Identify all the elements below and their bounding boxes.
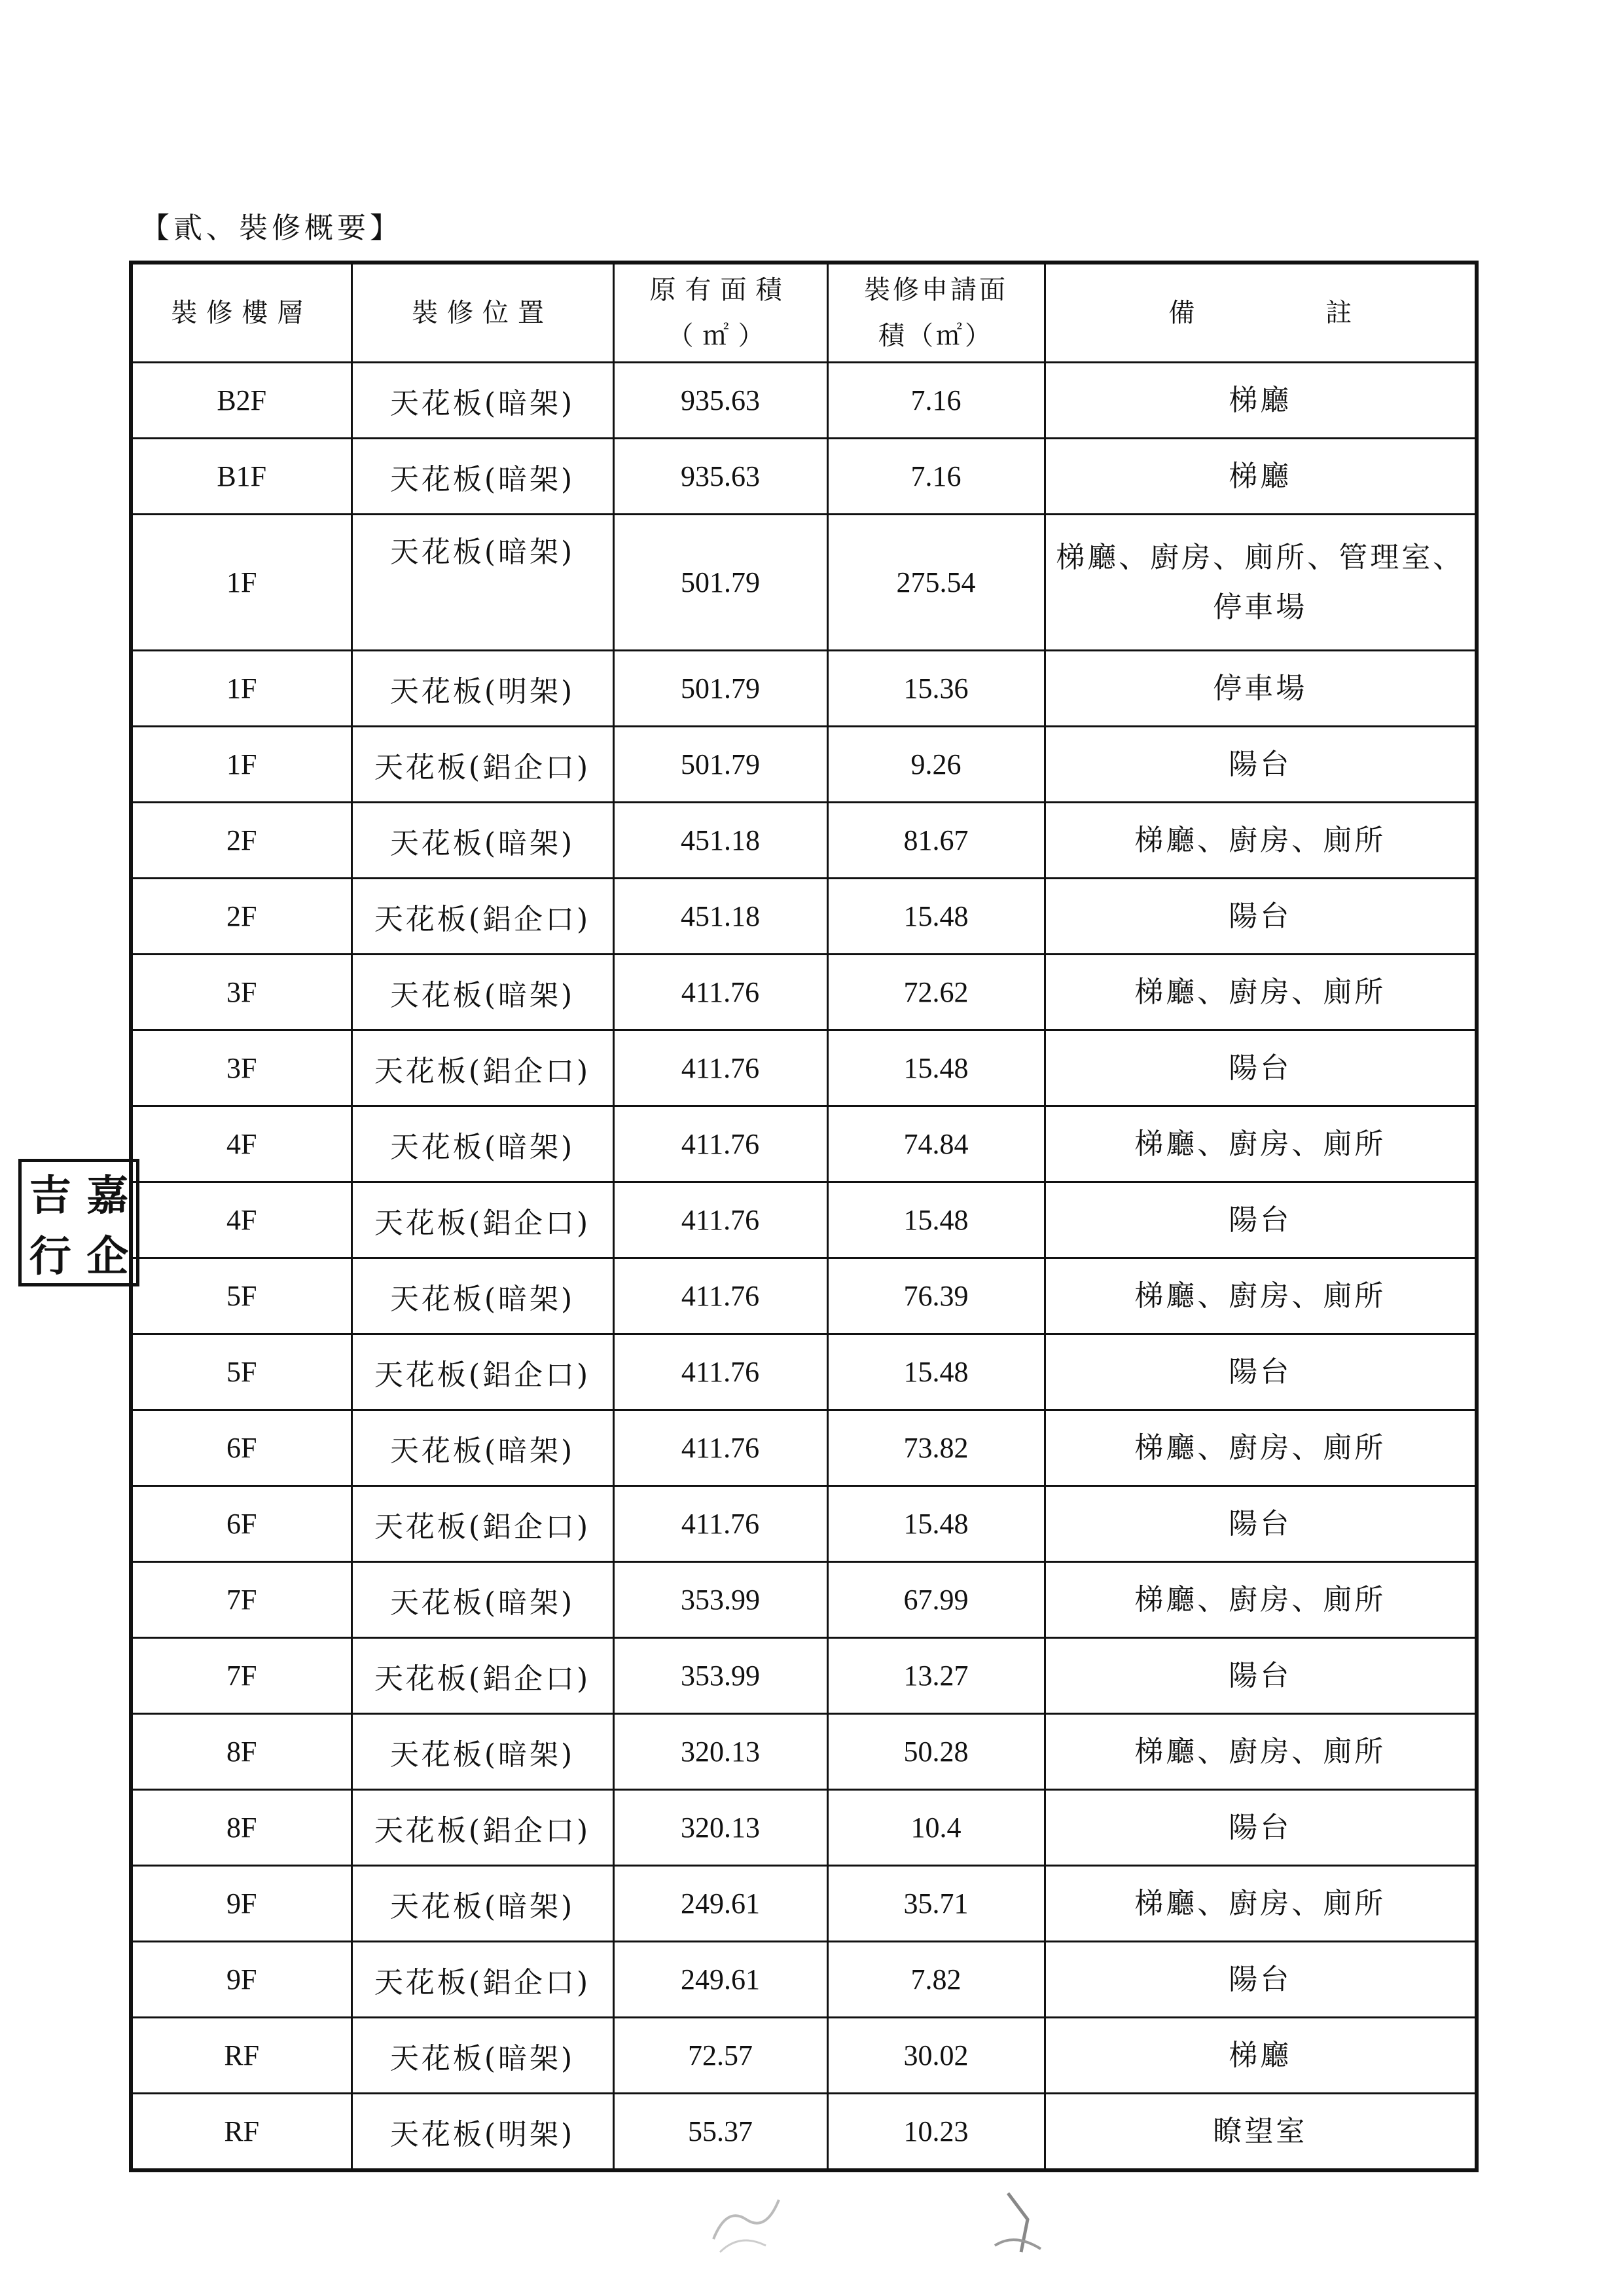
applied-area-cell: 15.48 [827,1182,1045,1258]
position-cell: 天花板(鋁企口) [351,1942,613,2018]
position-cell: 天花板(暗架) [351,439,613,515]
floor-cell: 3F [131,955,351,1030]
applied-area-cell: 35.71 [827,1866,1045,1942]
position-cell: 天花板(暗架) [351,1106,613,1182]
original-area-cell: 411.76 [613,1030,827,1106]
floor-cell: 1F [131,515,351,651]
original-area-cell: 320.13 [613,1790,827,1866]
original-area-cell: 411.76 [613,1258,827,1334]
original-area-cell: 935.63 [613,439,827,515]
remark-cell: 陽台 [1045,1334,1477,1410]
floor-cell: 2F [131,803,351,879]
original-area-cell: 411.76 [613,1410,827,1486]
remark-cell: 梯廳、廚房、廁所 [1045,1714,1477,1790]
header-applied-area [827,263,1045,363]
table-row [131,1714,1477,1790]
remark-cell: 瞭望室 [1045,2094,1477,2171]
applied-area-cell: 13.27 [827,1638,1045,1714]
original-area-cell: 249.61 [613,1866,827,1942]
applied-area-cell: 10.23 [827,2094,1045,2171]
table-row [131,1866,1477,1942]
remark-cell: 陽台 [1045,727,1477,803]
table-header-row [131,263,1477,363]
remark-cell: 梯廳、廚房、廁所 [1045,1562,1477,1638]
header-remark-b: 註 [1325,298,1352,328]
table-row [131,1182,1477,1258]
floor-cell: 4F [131,1182,351,1258]
position-cell: 天花板(暗架) [351,1258,613,1334]
original-area-cell: 249.61 [613,1942,827,2018]
remark-cell: 梯廳、廚房、廁所 [1045,955,1477,1030]
remark-cell: 梯廳、廚房、廁所 [1045,1106,1477,1182]
original-area-cell: 55.37 [613,2094,827,2171]
position-cell: 天花板(鋁企口) [351,1030,613,1106]
position-cell: 天花板(明架) [351,651,613,727]
position-cell: 天花板(明架) [351,2094,613,2171]
floor-cell: B1F [131,439,351,515]
remark-cell: 梯廳、廚房、廁所、管理室、停車場 [1045,515,1477,651]
remark-cell: 停車場 [1045,651,1477,727]
position-cell: 天花板(鋁企口) [351,1638,613,1714]
position-cell: 天花板(鋁企口) [351,879,613,955]
original-area-cell: 411.76 [613,1106,827,1182]
floor-cell: 4F [131,1106,351,1182]
seal-char: 吉 [29,1171,71,1221]
floor-cell: 8F [131,1790,351,1866]
applied-area-cell: 50.28 [827,1714,1045,1790]
floor-cell: RF [131,2018,351,2094]
scan-smudge-left [700,2180,799,2259]
remark-cell: 梯廳、廚房、廁所 [1045,803,1477,879]
remark-cell: 陽台 [1045,1486,1477,1562]
applied-area-cell: 10.4 [827,1790,1045,1866]
floor-cell: 1F [131,727,351,803]
position-cell: 天花板(鋁企口) [351,1790,613,1866]
header-remark [1045,263,1477,363]
header-floor: 裝修樓層 [131,263,351,363]
applied-area-cell: 81.67 [827,803,1045,879]
header-applied-area-line2: 積（㎡） [878,321,994,351]
floor-cell: 3F [131,1030,351,1106]
original-area-cell: 411.76 [613,1182,827,1258]
remark-cell: 梯廳 [1045,439,1477,515]
position-cell: 天花板(暗架) [351,2018,613,2094]
seal-char: 企 [86,1231,129,1281]
remark-cell: 梯廳、廚房、廁所 [1045,1258,1477,1334]
applied-area-cell: 275.54 [827,515,1045,651]
table-row [131,1410,1477,1486]
remark-cell: 陽台 [1045,1182,1477,1258]
original-area-cell: 935.63 [613,363,827,439]
position-cell: 天花板(暗架) [351,1714,613,1790]
remark-cell: 陽台 [1045,1638,1477,1714]
original-area-cell: 353.99 [613,1562,827,1638]
applied-area-cell: 15.48 [827,879,1045,955]
floor-cell: 2F [131,879,351,955]
header-position: 裝修位置 [351,263,613,363]
table-row [131,2094,1477,2171]
applied-area-cell: 15.48 [827,1486,1045,1562]
floor-cell: 5F [131,1334,351,1410]
original-area-cell: 411.76 [613,1334,827,1410]
original-area-cell: 501.79 [613,727,827,803]
applied-area-cell: 74.84 [827,1106,1045,1182]
original-area-cell: 411.76 [613,955,827,1030]
table-row [131,803,1477,879]
position-cell: 天花板(鋁企口) [351,727,613,803]
table-row [131,1562,1477,1638]
original-area-cell: 451.18 [613,803,827,879]
applied-area-cell: 30.02 [827,2018,1045,2094]
table-row [131,879,1477,955]
table-row [131,1334,1477,1410]
table-row [131,1258,1477,1334]
original-area-cell: 72.57 [613,2018,827,2094]
floor-cell: 5F [131,1258,351,1334]
floor-cell: 9F [131,1866,351,1942]
floor-cell: RF [131,2094,351,2171]
remark-cell: 陽台 [1045,1790,1477,1866]
table-row [131,1638,1477,1714]
floor-cell: B2F [131,363,351,439]
applied-area-cell: 15.48 [827,1030,1045,1106]
seal-char: 行 [29,1231,71,1281]
applied-area-cell: 73.82 [827,1410,1045,1486]
table-row [131,651,1477,727]
renovation-summary-table [129,261,1479,2172]
table-body [131,363,1477,2171]
table-row [131,1486,1477,1562]
remark-cell: 梯廳、廚房、廁所 [1045,1410,1477,1486]
table-row [131,955,1477,1030]
applied-area-cell: 7.82 [827,1942,1045,2018]
position-cell: 天花板(暗架) [351,955,613,1030]
header-original-area-line2: （㎡） [667,321,774,351]
position-cell: 天花板(暗架) [351,1562,613,1638]
table-row [131,439,1477,515]
original-area-cell: 411.76 [613,1486,827,1562]
table-row [131,1030,1477,1106]
remark-cell: 陽台 [1045,1030,1477,1106]
remark-cell: 陽台 [1045,1942,1477,2018]
position-cell: 天花板(鋁企口) [351,1182,613,1258]
table-row [131,515,1477,651]
floor-cell: 8F [131,1714,351,1790]
header-applied-area-line1: 裝修申請面 [864,275,1008,305]
position-cell: 天花板(暗架) [351,515,613,651]
seal-stamp [18,1159,139,1286]
position-cell: 天花板(暗架) [351,1410,613,1486]
position-cell: 天花板(暗架) [351,363,613,439]
applied-area-cell: 9.26 [827,727,1045,803]
table-row [131,2018,1477,2094]
table-row [131,1106,1477,1182]
applied-area-cell: 7.16 [827,363,1045,439]
original-area-cell: 353.99 [613,1638,827,1714]
floor-cell: 7F [131,1562,351,1638]
original-area-cell: 501.79 [613,651,827,727]
applied-area-cell: 67.99 [827,1562,1045,1638]
header-original-area-line1: 原有面積 [649,275,791,305]
floor-cell: 7F [131,1638,351,1714]
applied-area-cell: 72.62 [827,955,1045,1030]
original-area-cell: 451.18 [613,879,827,955]
applied-area-cell: 15.48 [827,1334,1045,1410]
table-row [131,1942,1477,2018]
table-row [131,363,1477,439]
applied-area-cell: 76.39 [827,1258,1045,1334]
remark-cell: 梯廳、廚房、廁所 [1045,1866,1477,1942]
seal-char: 嘉 [86,1171,129,1221]
section-title: 【貳、裝修概要】 [141,211,403,245]
remark-cell: 陽台 [1045,879,1477,955]
floor-cell: 6F [131,1486,351,1562]
remark-cell: 梯廳 [1045,2018,1477,2094]
header-remark-a: 備 [1168,298,1195,328]
table-row [131,727,1477,803]
applied-area-cell: 7.16 [827,439,1045,515]
position-cell: 天花板(暗架) [351,803,613,879]
original-area-cell: 320.13 [613,1714,827,1790]
original-area-cell: 501.79 [613,515,827,651]
remark-cell: 梯廳 [1045,363,1477,439]
position-cell: 天花板(鋁企口) [351,1334,613,1410]
floor-cell: 1F [131,651,351,727]
header-original-area [613,263,827,363]
applied-area-cell: 15.36 [827,651,1045,727]
table-row [131,1790,1477,1866]
scan-smudge-right [982,2180,1080,2259]
position-cell: 天花板(鋁企口) [351,1486,613,1562]
floor-cell: 9F [131,1942,351,2018]
floor-cell: 6F [131,1410,351,1486]
position-cell: 天花板(暗架) [351,1866,613,1942]
